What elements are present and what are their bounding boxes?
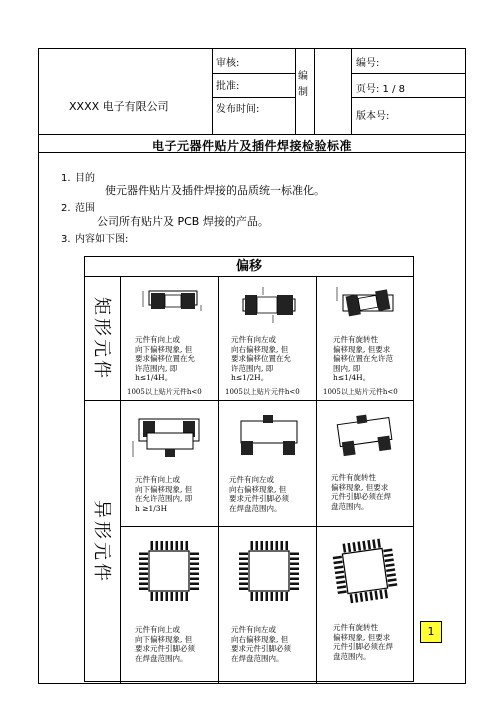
document-frame [38, 48, 466, 684]
section-2-heading: 2. 范围 [61, 203, 95, 214]
irregular-rotation-offset-desc: 元件有旋转性 偏移现象, 但要求 元件引脚必须在焊 盘范围内。 [331, 473, 391, 511]
rect-rotation-offset-desc: 元件有旋转性 偏移现象, 但要求 偏移位置在允许范 围内, 即 h≤1/4H。 [333, 335, 393, 382]
page-number-label: 页号: 1 / 8 [356, 84, 405, 95]
qfp-horizontal-offset-desc: 元件有向左或 向右偏移现象, 但 要求元件引脚必须 在焊盘范围内。 [231, 625, 291, 663]
rect-vertical-offset-note: 1005以上贴片元件h<0 [127, 388, 202, 396]
row-label-rect: 矩形元件 [85, 277, 121, 401]
cell-qfp-horizontal-offset [219, 527, 317, 683]
figure-title: 偏移 [85, 257, 413, 277]
page-number-badge: 1 [420, 621, 442, 643]
rect-horizontal-offset-desc: 元件有向左或 向右偏移现象, 但 要求偏移位置在允 许范围内, 即 h≤1/2H。 [231, 335, 291, 382]
rect-horizontal-offset-note: 1005以上贴片元件h<0 [225, 388, 300, 396]
cell-qfp-vertical-offset [121, 527, 219, 683]
rect-vertical-offset-desc: 元件有向上或 向下偏移现象, 但 要求偏移位置在允 许范围内, 即 h≤1/4H。 [135, 335, 195, 382]
section-1-heading: 1. 目的 [61, 173, 95, 184]
cell-rect-vertical-offset [121, 277, 219, 401]
offset-inspection-figure [84, 256, 414, 682]
cell-rect-horizontal-offset [219, 277, 317, 401]
section-3-heading: 3. 内容如下图: [61, 234, 129, 245]
approve-label: 批准: [216, 81, 240, 92]
cell-irregular-rotation-offset [317, 401, 414, 527]
document-title: 电子元器件贴片及插件焊接检验标准 [151, 139, 352, 153]
section-1-body: 使元器件贴片及插件焊接的品质统一标准化。 [105, 184, 325, 197]
doc-number-label: 编号: [356, 58, 380, 69]
review-label: 审核: [216, 58, 240, 69]
release-time-label: 发布时间: [216, 104, 260, 115]
company-name: XXXX 电子有限公司 [69, 100, 169, 113]
rect-rotation-offset-note: 1005以上贴片元件h<0 [323, 388, 398, 396]
cell-irregular-horizontal-offset [219, 401, 317, 527]
document-header [39, 49, 465, 135]
compile-label: 编 制 [298, 71, 308, 98]
row-label-irregular: 异形元件 [85, 401, 121, 683]
version-label: 版本号: [356, 111, 390, 122]
section-2-body: 公司所有贴片及 PCB 焊接的产品。 [97, 215, 269, 228]
irregular-horizontal-offset-desc: 元件有向左或 向右偏移现象, 但 要求元件引脚必须 在焊盘范围内。 [229, 475, 289, 513]
cell-qfp-rotation-offset [317, 527, 414, 683]
cell-irregular-vertical-offset [121, 401, 219, 527]
qfp-vertical-offset-desc: 元件有向上或 向下偏移现象, 但 要求元件引脚必须 在焊盘范围内。 [135, 625, 195, 663]
doc-title-row [39, 135, 465, 153]
qfp-rotation-offset-desc: 元件有旋转性 偏移现象, 但要求 元件引脚必须在焊 盘范围内。 [333, 623, 393, 661]
irregular-vertical-offset-desc: 元件有向上或 向下偏移现象, 但 在允许范围内, 即 h ≥1/3H [135, 475, 193, 513]
cell-rect-rotation-offset [317, 277, 414, 401]
